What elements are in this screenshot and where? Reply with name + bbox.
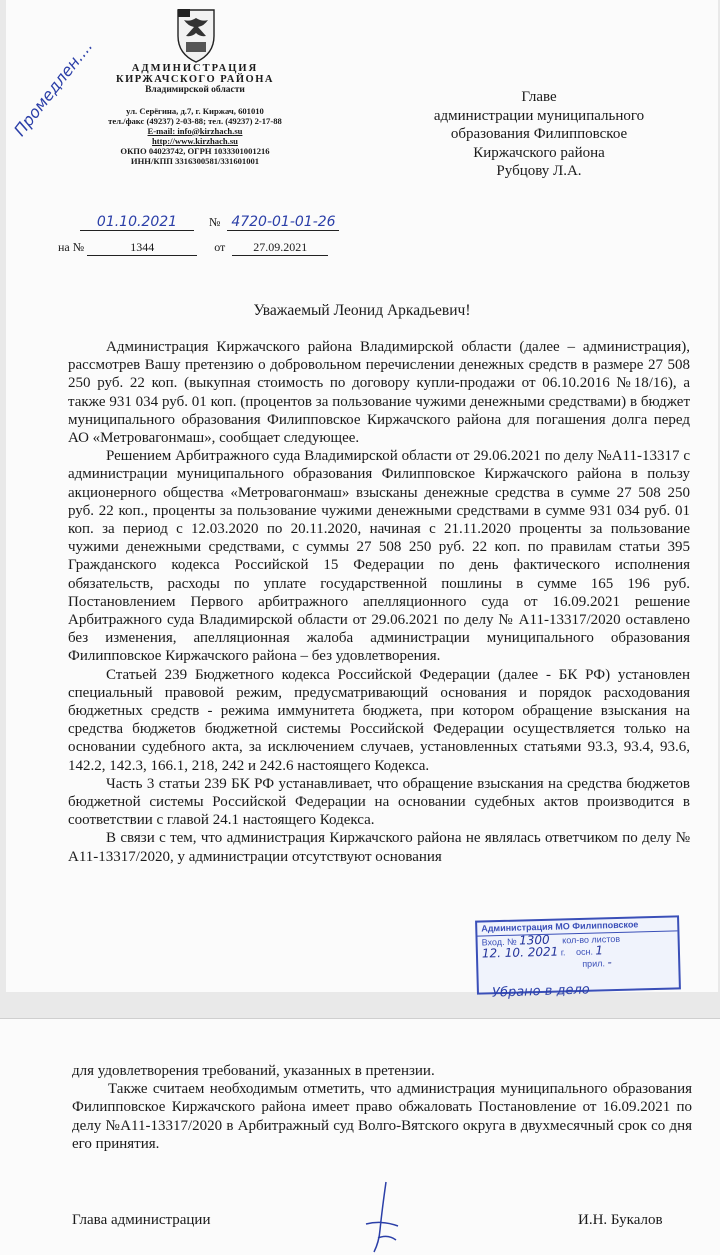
letter-page-1: [6, 0, 718, 1001]
addressee-line2: администрации муниципального: [433, 107, 645, 124]
stamp-main-label: осн.: [575, 946, 594, 958]
org-phones: тел./факс (49237) 2-03-88; тел. (49237) 2-17-88: [108, 115, 282, 126]
letter-body-page2: [72, 1062, 692, 1153]
addressee-block: [404, 88, 674, 181]
stamp-title: Администрация МО Филипповское: [477, 917, 677, 936]
paragraph: для удовлетворения требований, указанных в претензии.: [72, 1063, 435, 1079]
stamp-inbox-number: 1300: [518, 932, 550, 948]
paragraph: Статьей 239 Бюджетного кодекса Российской Федерации (далее - БК РФ) установлен специальный правовой режим, предусматривающий основания и порядок расходования бюджетных средств - режима иммунитета бюджета, при котором обращение взыскания на средства бюджетов бюджетной системы Российской Федерации осуществляется только на основании судебного акта, за исключением случаев, установленных статьями 93.3, 93.4, 93.6, 142.2, 142.3, 166.1, 218, 242 и 242.6 настоящего Кодекса.: [68, 666, 690, 774]
stamp-year-suffix: г.: [560, 947, 566, 958]
org-name-line2: КИРЖАЧСКОГО РАЙОНА: [116, 73, 274, 85]
greeting: Уважаемый Леонид Аркадьевич!: [253, 302, 471, 319]
letterhead: [90, 64, 300, 166]
reply-date-label: от: [214, 240, 226, 254]
reply-date: 27.09.2021: [232, 240, 328, 256]
outgoing-number-label: №: [209, 215, 221, 229]
stamp-attach-label: прил.: [582, 958, 606, 969]
stamp-inbox-label: Вход. №: [481, 936, 517, 948]
signature-position: Глава администрации: [72, 1212, 211, 1228]
paragraph: Часть 3 статьи 239 БК РФ устанавливает, что обращение взыскания на средства бюджетов бюджетной системы Российской Федерации на основании судебных актов производится в соответствии с главой 24.1 настоящего Кодекса.: [68, 775, 690, 829]
org-email[interactable]: E-mail: info@kirzhach.su: [147, 125, 243, 136]
stamp-attach-value: -: [607, 955, 612, 970]
org-okpo: ОКПО 04023742, ОГРН 1033301001216: [120, 145, 270, 156]
paragraph: В связи с тем, что администрация Киржачского района не являлась ответчиком по делу № А11-13317/2020, у администрации отсутствуют основания: [68, 830, 690, 865]
paragraph: Также считаем необходимым отметить, что администрация муниципального образования Филипповское Киржачского района имеет право обжаловать Постановление от 16.09.2021 по делу №А11-13317/2020 в Арбитражный суд Волго-Вятского округа в двухмесячный срок со дня его принятия.: [72, 1081, 692, 1152]
coat-of-arms-icon: [164, 6, 228, 64]
addressee-line5: Рубцову Л.А.: [496, 163, 582, 179]
handwritten-note: Промедлен....: [10, 36, 97, 140]
signature-name: И.Н. Букалов: [578, 1212, 663, 1228]
stamp-date: 12. 10. 2021: [481, 944, 559, 961]
paragraph: Администрация Киржачского района Владимирской области (далее – администрация), рассмотрев Вашу претензию о добровольном перечислении денежных средств в размере 27 508 250 руб. 22 коп. (выкупная стоимость по договору купли-продажи от 06.10.2016 №18/16), а также 931 034 руб. 01 коп. (процентов за пользование чужими денежными средствами) в бюджет муниципального образования Филипповское Киржачского района для погашения долга перед АО «Метровагонмаш», сообщает следующее.: [68, 339, 690, 447]
org-website[interactable]: http://www.kirzhach.su: [152, 135, 238, 146]
addressee-line1: Главе: [521, 89, 557, 105]
addressee-line4: Киржачского района: [473, 144, 605, 161]
stamp-handwritten-note: Убрано в дело: [491, 982, 591, 1001]
stamp-main-value: 1: [595, 943, 604, 958]
org-inn: ИНН/КПП 3316300581/331601001: [130, 155, 260, 166]
org-name-line1: АДМИНИСТРАЦИЯ: [131, 63, 259, 74]
reply-number-label: на №: [58, 240, 85, 254]
outgoing-number: 4720-01-01-26: [227, 214, 339, 231]
signature-scribble-icon: [352, 1180, 412, 1254]
paragraph: Решением Арбитражного суда Владимирской области от 29.06.2021 по делу №А11-13317 с администрации муниципального образования Филипповское Киржачского района в пользу акционерного общества «Метровагонмаш» взысканы денежные средства в сумме 27 508 250 руб. 22 коп., проценты за пользование чужими денежными средствами в сумме 931 034 руб. 01 коп. за период с 12.03.2020 по 20.11.2020, начиная с 21.11.2020 проценты за пользование чужими денежными средствами, с суммы 27 508 250 руб. 22 коп. по правилам статьи 395 Гражданского кодекса Российской 15 Федерации по день фактического исполнения обязательств, расходы по уплате государственной пошлины в сумме 165 196 руб. Постановлением Первого арбитражного апелляционного суда от 16.09.2021 решение Арбитражного суда Владимирской области от 29.06.2021 по делу № А11-13317/2020 оставлено без изменения, апелляционная жалоба администрации муниципального образования Филипповское Киржачского района – без удовлетворения.: [68, 448, 690, 665]
org-region: Владимирской области: [145, 85, 245, 95]
outgoing-number-row: [80, 214, 339, 231]
outgoing-date: 01.10.2021: [80, 214, 194, 231]
letter-body-page1: [68, 338, 690, 866]
org-address: ул. Серёгина, д.7, г. Киржач, 601010: [126, 105, 264, 116]
reply-reference-row: [58, 240, 328, 256]
stamp-sheets-label: кол-во листов: [562, 933, 621, 946]
reply-number: 1344: [87, 240, 197, 256]
addressee-line3: образования Филипповское: [450, 126, 628, 142]
